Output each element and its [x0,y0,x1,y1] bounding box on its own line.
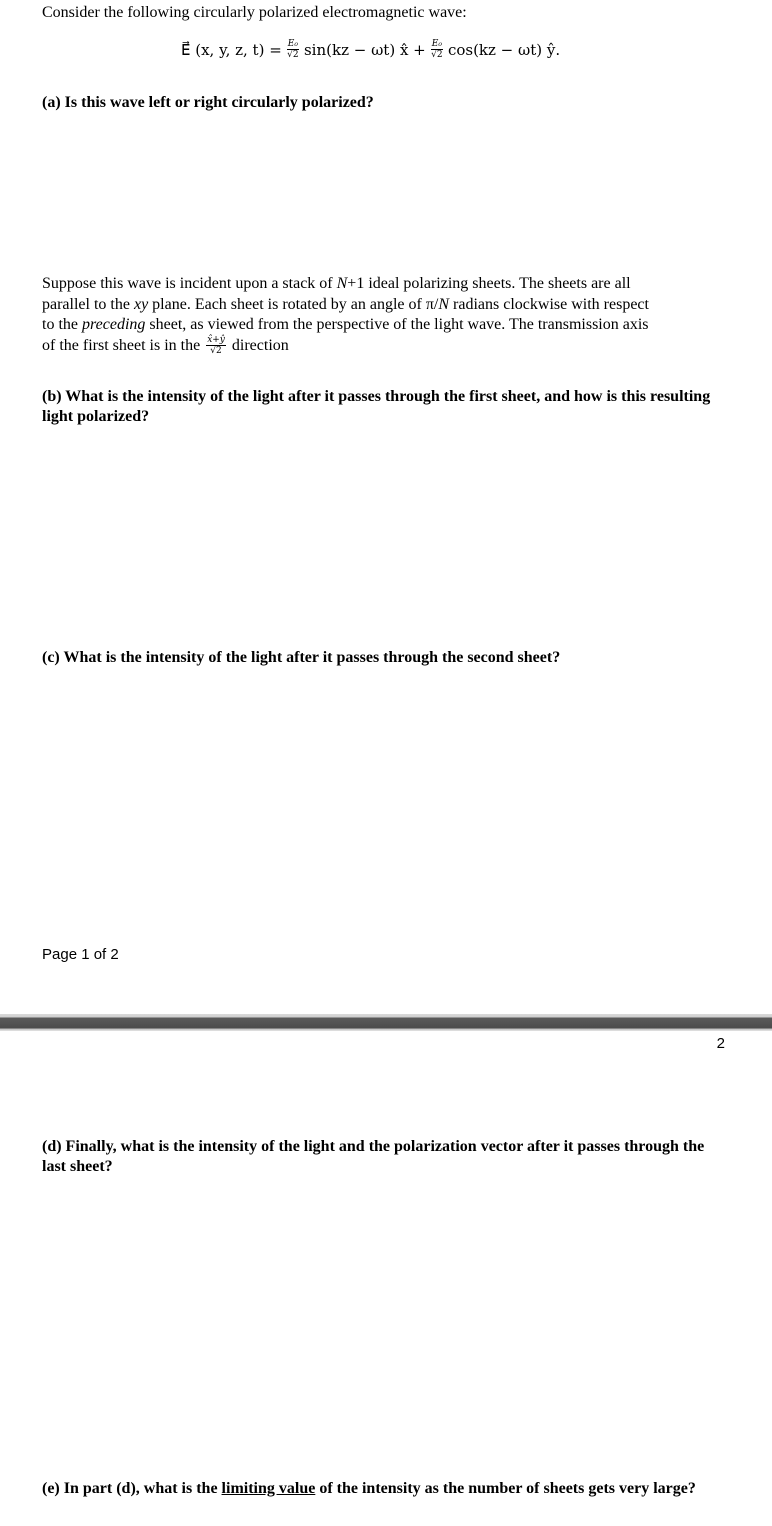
page-number: 2 [716,1035,725,1052]
intro-text: Consider the following circularly polarized electromagnetic wave: [42,4,467,21]
underlined-phrase: limiting value [221,1480,316,1497]
page-footer: Page 1 of 2 [42,946,119,963]
paragraph-line-3: to the preceding sheet, as viewed from the perspective of the light wave. The transmission axis [42,316,649,333]
direction-fraction: $\frac{x̂+ŷ}{√2}$ [207,334,225,356]
page-2 [0,1031,772,1526]
wave-equation [181,40,560,60]
equation-term-1: sin(kz − ωt) x̂ + [303,41,426,59]
fraction-numerator: E₀ [431,39,442,49]
setup-paragraph [42,274,732,356]
paragraph-line-2: parallel to the xy plane. Each sheet is rotated by an angle of π/N radians clockwise with respect [42,295,649,313]
page-separator [0,1014,772,1031]
equation-fraction-1 [287,40,299,60]
equation-lhs: E⃗ (x, y, z, t) = [181,41,282,59]
question-c: (c) What is the intensity of the light after it passes through the second sheet? [42,649,561,666]
question-b: (b) What is the intensity of the light after it passes through the first sheet, and how is this resulting light polarized? [42,388,711,425]
fraction-denominator: √2 [431,50,443,60]
equation-term-2: cos(kz − ωt) ŷ. [447,41,561,59]
question-d: (d) Finally, what is the intensity of the light and the polarization vector after it passes through the last sheet? [42,1138,705,1175]
paragraph-line-1: Suppose this wave is incident upon a stack of N+1 ideal polarizing sheets. The sheets are all [42,275,631,292]
paragraph-line-4: of the first sheet is in the $\frac{x̂+ŷ}{√2}$ direction [42,334,289,356]
equation-fraction-2 [431,40,443,60]
fraction-denominator: √2 [287,50,299,60]
question-e: (e) In part (d), what is the limiting value of the intensity as the number of sheets gets very large? [42,1480,696,1497]
question-a: (a) Is this wave left or right circularly polarized? [42,94,374,111]
fraction-numerator: E₀ [287,39,298,49]
